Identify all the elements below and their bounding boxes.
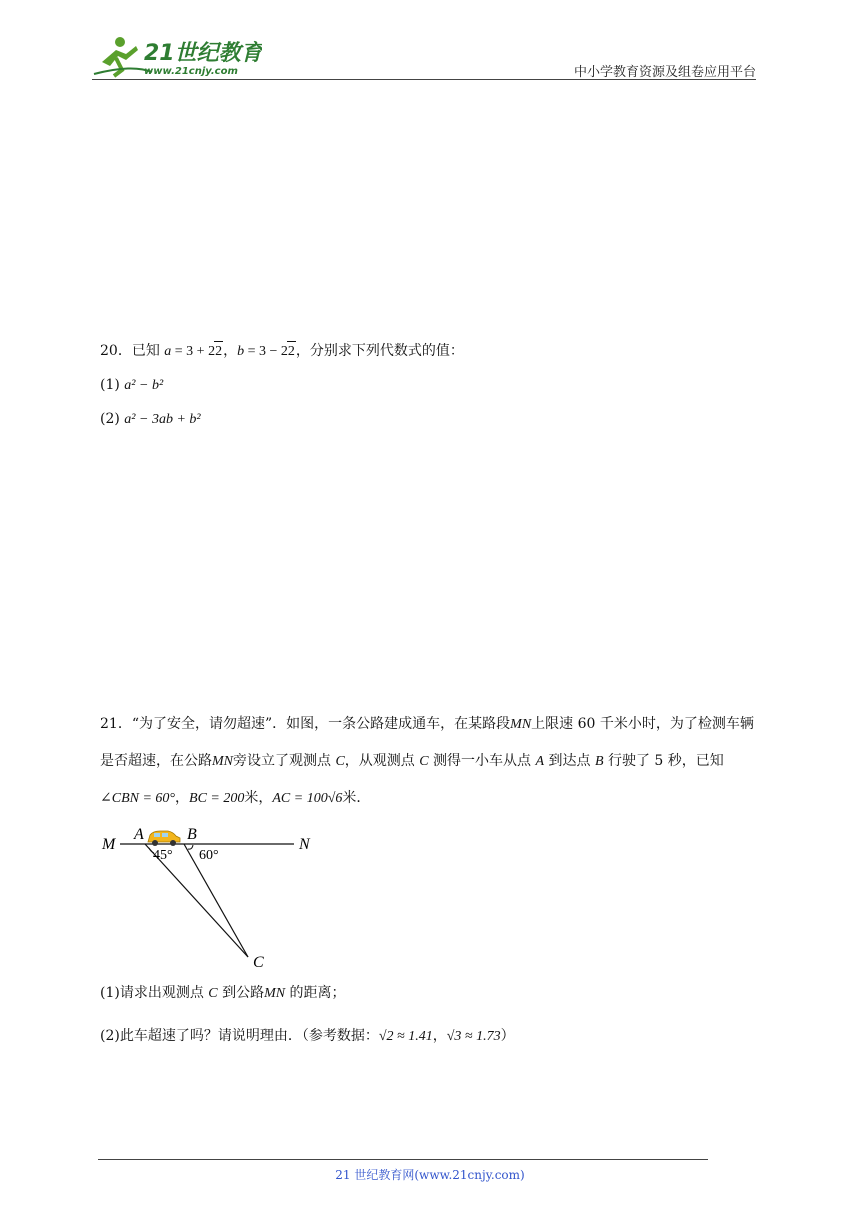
road-diagram <box>98 822 328 972</box>
footer-divider <box>98 1159 708 1160</box>
q21-stem <box>100 706 766 817</box>
q21-number: 21． <box>100 716 132 732</box>
q21-ac-expr: AC = 100√6 <box>272 791 343 806</box>
q21-a1: A <box>535 754 545 769</box>
q21-part1-mid: 到公路 <box>222 985 265 1001</box>
q21-c1: C <box>335 754 345 769</box>
q21-text10: 米． <box>342 790 371 806</box>
q20-part2-expr: a² − 3ab + b² <box>124 412 201 427</box>
label-a: A <box>134 826 144 843</box>
header-divider <box>92 79 756 80</box>
q21-text9: 米， <box>244 790 273 806</box>
q21-text4: ，从观测点 <box>344 753 415 769</box>
logo-url-text: www.21cnjy.com <box>144 66 238 77</box>
q21-text5: 测得一小车从点 <box>433 753 532 769</box>
footer-link[interactable]: 21 世纪教育网(www.21cnjy.com) <box>335 1168 525 1182</box>
site-logo <box>92 34 262 80</box>
header-tagline: 中小学教育资源及组卷应用平台 <box>573 65 756 80</box>
q20-number: 20． <box>100 343 132 359</box>
q21-part2 <box>100 1026 515 1047</box>
q21-text1: “为了安全，请勿超速”．如图，一条公路建成通车，在某路段 <box>131 716 511 732</box>
angle-label-a: 45° <box>153 848 173 863</box>
q21-mn1: MN <box>510 717 532 732</box>
q21-bc-expr: BC = 200 <box>189 791 245 806</box>
q21-angle-expr: ∠CBN = 60° <box>100 791 176 806</box>
q20-part1-expr: a² − b² <box>124 378 164 393</box>
angle-arc-b <box>188 845 193 849</box>
label-b: B <box>187 826 197 843</box>
q21-part1-text: (1)请求出观测点 <box>100 985 204 1001</box>
q20-sep: ， <box>223 343 238 359</box>
q20-part1-label: (1) <box>100 377 120 393</box>
q21-b1: B <box>594 754 604 769</box>
q21-ref-sep: ， <box>432 1028 447 1044</box>
q20-tail: ，分别求下列代数式的值： <box>295 343 464 359</box>
q21-mn2: MN <box>212 754 233 769</box>
q20-b-render: b = 3 − 22 <box>237 344 296 359</box>
q21-c2: C <box>419 754 429 769</box>
q21-text7: 行驶了 5 秒，已知 <box>607 753 724 769</box>
q20-part2 <box>100 409 201 430</box>
q21-ref1: √2 ≈ 1.41 <box>378 1029 433 1044</box>
q20-intro: 已知 <box>131 343 160 359</box>
q20-stem <box>100 341 464 362</box>
label-c: C <box>253 954 264 971</box>
q21-part2-end: ） <box>500 1028 515 1044</box>
q20-a-render: a = 3 + 22 <box>164 344 223 359</box>
q20-part2-label: (2) <box>100 411 120 427</box>
label-n: N <box>299 836 310 853</box>
q21-part1-mn: MN <box>264 986 286 1001</box>
q21-part2-text: (2)此车超速了吗？请说明理由．（参考数据： <box>100 1028 379 1044</box>
q21-part1-c: C <box>208 986 218 1001</box>
q21-text3: 旁设立了观测点 <box>233 753 331 769</box>
q21-text2: 上限速 60 千米小时，为了检测车辆是否超速，在公路 <box>100 716 754 769</box>
logo-text: 21世纪教育 <box>144 41 262 66</box>
q21-text8: ， <box>175 790 190 806</box>
angle-label-b: 60° <box>199 848 219 863</box>
label-m: M <box>102 836 116 853</box>
q21-ref2: √3 ≈ 1.73 <box>446 1029 501 1044</box>
q21-part1 <box>100 983 346 1004</box>
q20-part1 <box>100 375 163 396</box>
q21-text6: 到达点 <box>548 753 591 769</box>
q21-part1-end: 的距离； <box>289 985 346 1001</box>
